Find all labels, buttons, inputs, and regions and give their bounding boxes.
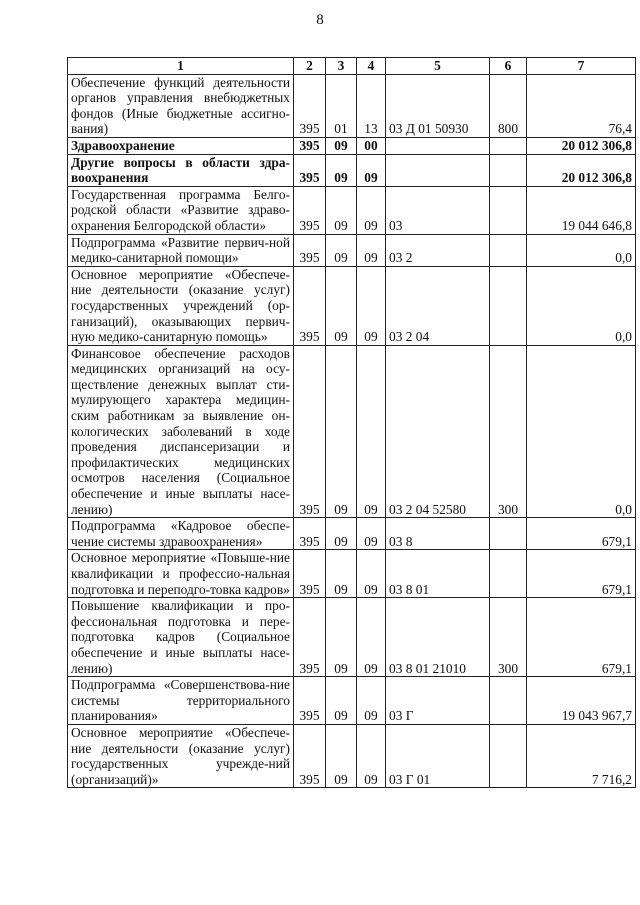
row-name: Подпрограмма «Кадровое обеспе-чение системы здравоохранения» [68, 518, 294, 550]
table-row [68, 724, 636, 787]
row-target-code: 03 2 [386, 234, 490, 266]
row-section: 09 [326, 724, 357, 787]
row-admin-code: 395 [294, 154, 326, 186]
row-section: 09 [326, 234, 357, 266]
table-body [68, 74, 636, 788]
row-expense-type [490, 234, 527, 266]
row-admin-code: 395 [294, 234, 326, 266]
row-amount: 19 043 967,7 [527, 677, 636, 725]
row-name: Основное мероприятие «Повыше-ние квалификации и профессио-нальная подготовка и переподго-товка кадров» [68, 550, 294, 598]
row-expense-type [490, 724, 527, 787]
row-subsection: 00 [357, 137, 386, 154]
row-target-code: 03 2 04 [386, 266, 490, 345]
row-admin-code: 395 [294, 186, 326, 234]
table-row [68, 345, 636, 518]
header-col-2: 2 [294, 58, 326, 75]
row-admin-code: 395 [294, 724, 326, 787]
row-target-code: 03 [386, 186, 490, 234]
row-section: 09 [326, 154, 357, 186]
row-amount: 0,0 [527, 234, 636, 266]
row-admin-code: 395 [294, 74, 326, 137]
row-section: 09 [326, 345, 357, 518]
row-admin-code: 395 [294, 345, 326, 518]
page-number: 8 [316, 12, 324, 28]
row-target-code: 03 8 01 21010 [386, 598, 490, 677]
row-amount: 679,1 [527, 550, 636, 598]
row-subsection: 09 [357, 518, 386, 550]
row-target-code [386, 137, 490, 154]
row-expense-type [490, 186, 527, 234]
row-amount: 679,1 [527, 598, 636, 677]
row-expense-type [490, 550, 527, 598]
row-target-code: 03 Г [386, 677, 490, 725]
row-subsection: 09 [357, 186, 386, 234]
row-name: Здравоохранение [68, 137, 294, 154]
row-admin-code: 395 [294, 137, 326, 154]
row-subsection: 09 [357, 154, 386, 186]
row-amount: 7 716,2 [527, 724, 636, 787]
row-subsection: 09 [357, 677, 386, 725]
row-name: Основное мероприятие «Обеспече-ние деятельности (оказание услуг) государственных учреждений (ор-ганизаций), оказывающих первич-ную медико-санитарную помощь» [68, 266, 294, 345]
table-row [68, 137, 636, 154]
row-amount: 0,0 [527, 345, 636, 518]
header-col-5: 5 [386, 58, 490, 75]
table-row [68, 598, 636, 677]
row-subsection: 09 [357, 234, 386, 266]
row-name: Основное мероприятие «Обеспече-ние деятельности (оказание услуг) государственных учрежде-ний (организаций)» [68, 724, 294, 787]
header-col-6: 6 [490, 58, 527, 75]
row-section: 09 [326, 677, 357, 725]
row-name: Подпрограмма «Совершенствова-ние системы территориального планирования» [68, 677, 294, 725]
row-section: 01 [326, 74, 357, 137]
row-amount: 76,4 [527, 74, 636, 137]
header-col-7: 7 [527, 58, 636, 75]
row-expense-type [490, 137, 527, 154]
row-name: Государственная программа Белго-родской области «Развитие здраво-охранения Белгородской области» [68, 186, 294, 234]
row-amount: 20 012 306,8 [527, 137, 636, 154]
row-subsection: 13 [357, 74, 386, 137]
row-admin-code: 395 [294, 518, 326, 550]
row-subsection: 09 [357, 598, 386, 677]
row-amount: 19 044 646,8 [527, 186, 636, 234]
row-admin-code: 395 [294, 550, 326, 598]
row-admin-code: 395 [294, 266, 326, 345]
row-amount: 20 012 306,8 [527, 154, 636, 186]
row-admin-code: 395 [294, 598, 326, 677]
header-col-4: 4 [357, 58, 386, 75]
row-name: Обеспечение функций деятельности органов управления внебюджетных фондов (Иные бюджетные ассигно-вания) [68, 74, 294, 137]
row-section: 09 [326, 186, 357, 234]
table-row [68, 154, 636, 186]
row-expense-type [490, 518, 527, 550]
row-expense-type [490, 677, 527, 725]
table-row [68, 186, 636, 234]
row-section: 09 [326, 518, 357, 550]
table-row [68, 234, 636, 266]
row-subsection: 09 [357, 266, 386, 345]
row-name: Повышение квалификации и про-фессиональная подготовка и пере-подготовка кадров (Социальное обеспечение и иные выплаты насе-лению) [68, 598, 294, 677]
row-target-code: 03 8 [386, 518, 490, 550]
row-amount: 0,0 [527, 266, 636, 345]
table-row [68, 550, 636, 598]
row-subsection: 09 [357, 724, 386, 787]
table-header-row [68, 58, 636, 75]
row-name: Другие вопросы в области здра-воохранения [68, 154, 294, 186]
row-expense-type [490, 154, 527, 186]
header-col-1: 1 [68, 58, 294, 75]
row-target-code: 03 8 01 [386, 550, 490, 598]
row-admin-code: 395 [294, 677, 326, 725]
table-row [68, 74, 636, 137]
row-expense-type: 800 [490, 74, 527, 137]
table-row [68, 677, 636, 725]
table-row [68, 266, 636, 345]
row-section: 09 [326, 137, 357, 154]
row-expense-type: 300 [490, 598, 527, 677]
row-target-code: 03 Д 01 50930 [386, 74, 490, 137]
row-name: Финансовое обеспечение расходов медицинских организаций на осу-ществление денежных выплат сти-мулирующего характера медицин-ским работникам за выявление он-кологических заболеваний в ходе проведения диспансеризации и профилактических медицинских осмотров населения (Социальное обеспечение и иные выплаты насе-лению) [68, 345, 294, 518]
row-amount: 679,1 [527, 518, 636, 550]
row-name: Подпрограмма «Развитие первич-ной медико-санитарной помощи» [68, 234, 294, 266]
row-section: 09 [326, 598, 357, 677]
table-row [68, 518, 636, 550]
budget-table [67, 57, 636, 788]
header-col-3: 3 [326, 58, 357, 75]
row-expense-type [490, 266, 527, 345]
row-section: 09 [326, 266, 357, 345]
row-target-code: 03 Г 01 [386, 724, 490, 787]
row-subsection: 09 [357, 550, 386, 598]
row-target-code [386, 154, 490, 186]
row-section: 09 [326, 550, 357, 598]
row-target-code: 03 2 04 52580 [386, 345, 490, 518]
row-subsection: 09 [357, 345, 386, 518]
row-expense-type: 300 [490, 345, 527, 518]
